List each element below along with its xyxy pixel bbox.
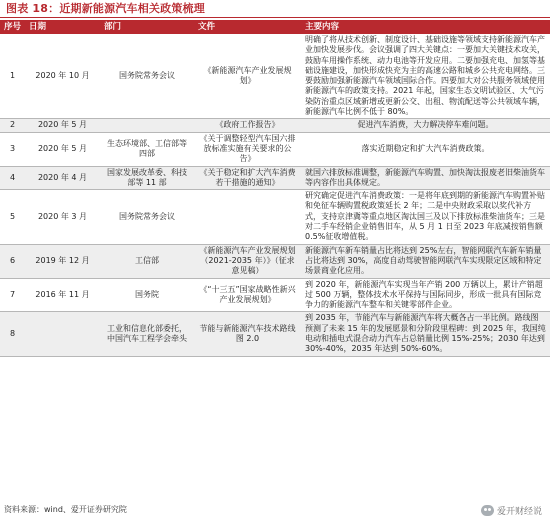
cell-doc: 《关于稳定和扩大汽车消费若干措施的通知》 xyxy=(194,166,301,190)
cell-dept: 工信部 xyxy=(100,244,194,278)
cell-doc: 《关于调整轻型汽车国六排放标准实施有关要求的公告》 xyxy=(194,132,301,166)
cell-content: 促进汽车消费，大力解决停车难问题。 xyxy=(301,119,550,132)
table-row xyxy=(0,34,550,119)
header-doc: 文件 xyxy=(194,20,301,34)
cell-content: 落实近期稳定和扩大汽车消费政策。 xyxy=(301,132,550,166)
cell-doc: 《新能源汽车产业发展规划（2021-2035 年）》（征求意见稿） xyxy=(194,244,301,278)
cell-no: 7 xyxy=(0,278,25,312)
cell-content: 到 2020 年，新能源汽车实现当年产销 200 万辆以上，累计产销超过 500 万辆，整体技术水平保持与国际同步，形成一批具有国际竞争力的新能源汽车整车和关键零部件企业。 xyxy=(301,278,550,312)
header-content: 主要内容 xyxy=(301,20,550,34)
wechat-icon xyxy=(481,505,494,516)
header-dept: 部门 xyxy=(100,20,194,34)
cell-no: 5 xyxy=(0,190,25,244)
cell-no: 1 xyxy=(0,34,25,119)
cell-doc xyxy=(194,190,301,244)
cell-dept: 国家发展改革委、科技部等 11 部 xyxy=(100,166,194,190)
cell-date xyxy=(25,312,100,356)
cell-date: 2020 年 3 月 xyxy=(25,190,100,244)
cell-content: 明确了将从技术创新、制度设计、基础设施等领域支持新能源汽车产业加快发展步伐。会议强调了四大关键点：一要加大关键技术攻关，鼓励车用操作系统、动力电池等开发应用。二要加强充电、加氢等基础设施建设，加快形成快充为主的高速公路和城乡公共充电网络。三要鼓励加强新能源汽车领域国际合作。四要加大对公共服务领域使用新能源汽车的政策支持。2021 年起，国家生态文明试验区、大气污染防治重点区域新增或更新公交、出租、物流配送等公共领域车辆，新能源汽车比例不低于 80%。 xyxy=(301,34,550,119)
cell-content: 研究确定促进汽车消费政策：一是将年底到期的新能源汽车购置补贴和免征车辆购置税政策延长 2 年；二是中央财政采取以奖代补方式，支持京津冀等重点地区淘汰国三及以下排放标准柴油货车；三是对二手车经销企业销售旧车，从 5 月 1 日至 2023 年底减按销售额 0.5%征收增值税。 xyxy=(301,190,550,244)
cell-doc: 《政府工作报告》 xyxy=(194,119,301,132)
cell-content: 到 2035 年，节能汽车与新能源汽车将大概各占一半比例。路线图预测了未来 15 年的发展愿景和分阶段里程碑：到 2025 年，我国纯电动和插电式混合动力汽车占总销量比例 15%-25%；2030 年达到 30%-40%，2035 年达到 50%-60%。 xyxy=(301,312,550,356)
cell-dept: 国务院常务会议 xyxy=(100,190,194,244)
table-row xyxy=(0,278,550,312)
cell-content: 就国六排放标准调整，新能源汽车购置、加快淘汰报废老旧柴油货车等内容作出具体规定。 xyxy=(301,166,550,190)
cell-dept: 工业和信息化部委托，中国汽车工程学会牵头 xyxy=(100,312,194,356)
cell-dept: 生态环境部、工信部等四部 xyxy=(100,132,194,166)
cell-doc: 节能与新能源汽车技术路线图 2.0 xyxy=(194,312,301,356)
cell-date: 2016 年 11 月 xyxy=(25,278,100,312)
header-date: 日期 xyxy=(25,20,100,34)
table-header-row xyxy=(0,20,550,34)
table-row xyxy=(0,119,550,132)
cell-dept: 国务院 xyxy=(100,278,194,312)
table-row xyxy=(0,312,550,356)
cell-no: 2 xyxy=(0,119,25,132)
cell-date: 2019 年 12 月 xyxy=(25,244,100,278)
watermark-text: 爱开财经说 xyxy=(496,507,542,517)
table-row xyxy=(0,166,550,190)
cell-no: 8 xyxy=(0,312,25,356)
cell-doc: 《“十三五”国家战略性新兴产业发展规划》 xyxy=(194,278,301,312)
cell-date: 2020 年 5 月 xyxy=(25,132,100,166)
cell-date: 2020 年 4 月 xyxy=(25,166,100,190)
table-row xyxy=(0,132,550,166)
figure-title: 图表 18：近期新能源汽车相关政策梳理 xyxy=(6,2,205,15)
cell-no: 3 xyxy=(0,132,25,166)
policy-table xyxy=(0,20,550,357)
table-row xyxy=(0,244,550,278)
watermark xyxy=(481,504,542,517)
cell-doc: 《新能源汽车产业发展规划》 xyxy=(194,34,301,119)
cell-no: 6 xyxy=(0,244,25,278)
cell-date: 2020 年 10 月 xyxy=(25,34,100,119)
cell-dept xyxy=(100,119,194,132)
title-rule xyxy=(0,17,550,18)
source-note: 资料来源：wind、爱开证券研究院 xyxy=(4,505,127,514)
cell-no: 4 xyxy=(0,166,25,190)
cell-content: 新能源汽车新车销量占比将达到 25%左右，智能网联汽车新车销量占比将达到 30%，高度自动驾驶智能网联汽车实现限定区域和特定场景商业化应用。 xyxy=(301,244,550,278)
header-no: 序号 xyxy=(0,20,25,34)
cell-dept: 国务院常务会议 xyxy=(100,34,194,119)
cell-date: 2020 年 5 月 xyxy=(25,119,100,132)
table-row xyxy=(0,190,550,244)
